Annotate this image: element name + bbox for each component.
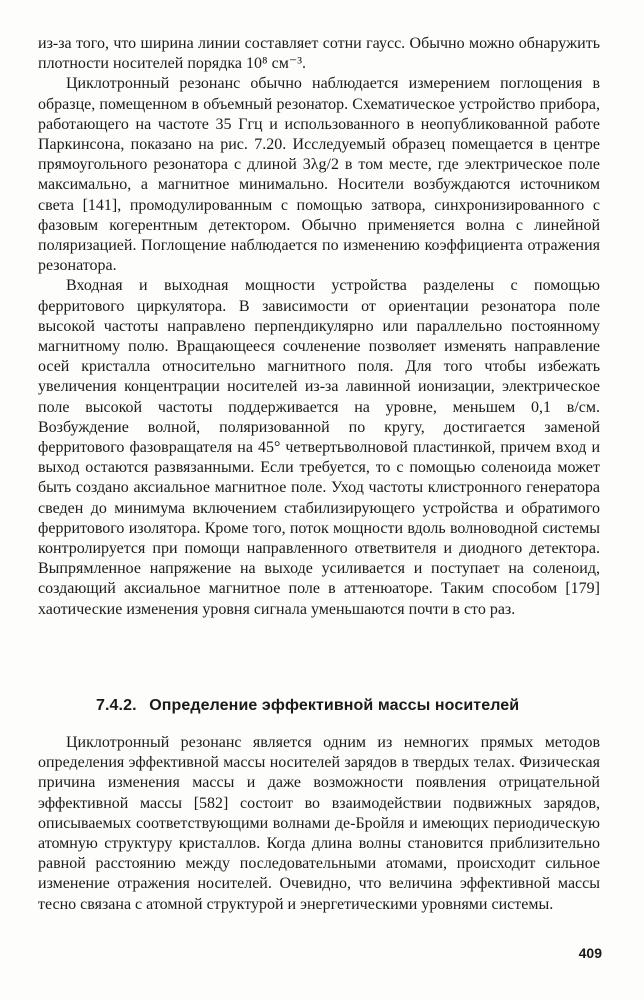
section-heading: [96, 696, 576, 716]
section-title: Определение эффективной массы носителей: [149, 697, 520, 714]
paragraph-cyclotron-measurement: Циклотронный резонанс обычно наблюдается измерением поглощения в образце, помещенном в объемный резонатор. Схематическое устройство прибора, работающего на частоте 35 Ггц и использованного в неопубликованной работе Паркинсона, показано на рис. 7.20. Исследуемый образец помещается в центре прямоугольного резонатора с длиной 3λg/2 в том месте, где электрическое поле максимально, а магнитное минимально. Носители возбуждаются источником света [141], промодулированным с помощью затвора, синхронизированного с фазовым когерентным детектором. Обычно применяется волна с линейной поляризацией. Поглощение наблюдается по изменению коэффициента отражения резонатора.: [38, 75, 600, 275]
paragraph-input-output-power: Входная и выходная мощности устройства разделены с помощью ферритового циркулятора. В зависимости от ориентации резонатора поле высокой частоты направлено перпендикулярно или параллельно постоянному магнитному полю. Вращающееся сочленение позволяет изменять направление осей кристалла относительно магнитного поля. Для того чтобы избежать увеличения концентрации носителей из-за лавинной ионизации, электрическое поле высокой частоты поддерживается на уровне, меньшем 0,1 в/см. Возбуждение волной, поляризованной по кругу, достигается заменой ферритового фазовращателя на 45° четвертьволновой пластинкой, причем вход и выход остаются развязанными. Если требуется, то с помощью соленоида может быть создано аксиальное магнитное поле. Уход частоты клистронного генератора сведен до минимума включением стабилизирующего устройства и обратимого ферритового изолятора. Кроме того, поток мощности вдоль волноводной системы контролируется при помощи направленного ответвителя и диодного детектора. Выпрямленное напряжение на выходе усиливается и поступает на соленоид, создающий аксиальное магнитное поле в аттенюаторе. Таким способом [179] хаотические изменения уровня сигнала уменьшаются почти в сто раз.: [38, 277, 600, 618]
body-text-top: [38, 34, 600, 620]
paragraph-continuation: из-за того, что ширина линии составляет сотни гаусс. Обычно можно обнаружить плотности носителей порядка 10⁸ см⁻³.: [38, 35, 600, 73]
body-text-bottom: [38, 733, 600, 915]
page-number: 409: [578, 945, 602, 961]
section-number: 7.4.2.: [96, 697, 137, 714]
paragraph-effective-mass: Циклотронный резонанс является одним из немногих прямых методов определения эффективной массы носителей зарядов в твердых телах. Физическая причина изменения массы и даже возможности появления отрицательной эффективной массы [582] состоит во взаимодействии подвижных зарядов, описываемых соответствующими волнами де-Бройля и имеющих периодическую атомную структуру кристаллов. Когда длина волны становится приблизительно равной расстоянию между последовательными атомами, происходит сильное изменение отражения носителей. Очевидно, что величина эффективной массы тесно связана с атомной структурой и энергетическими уровнями системы.: [38, 734, 600, 913]
